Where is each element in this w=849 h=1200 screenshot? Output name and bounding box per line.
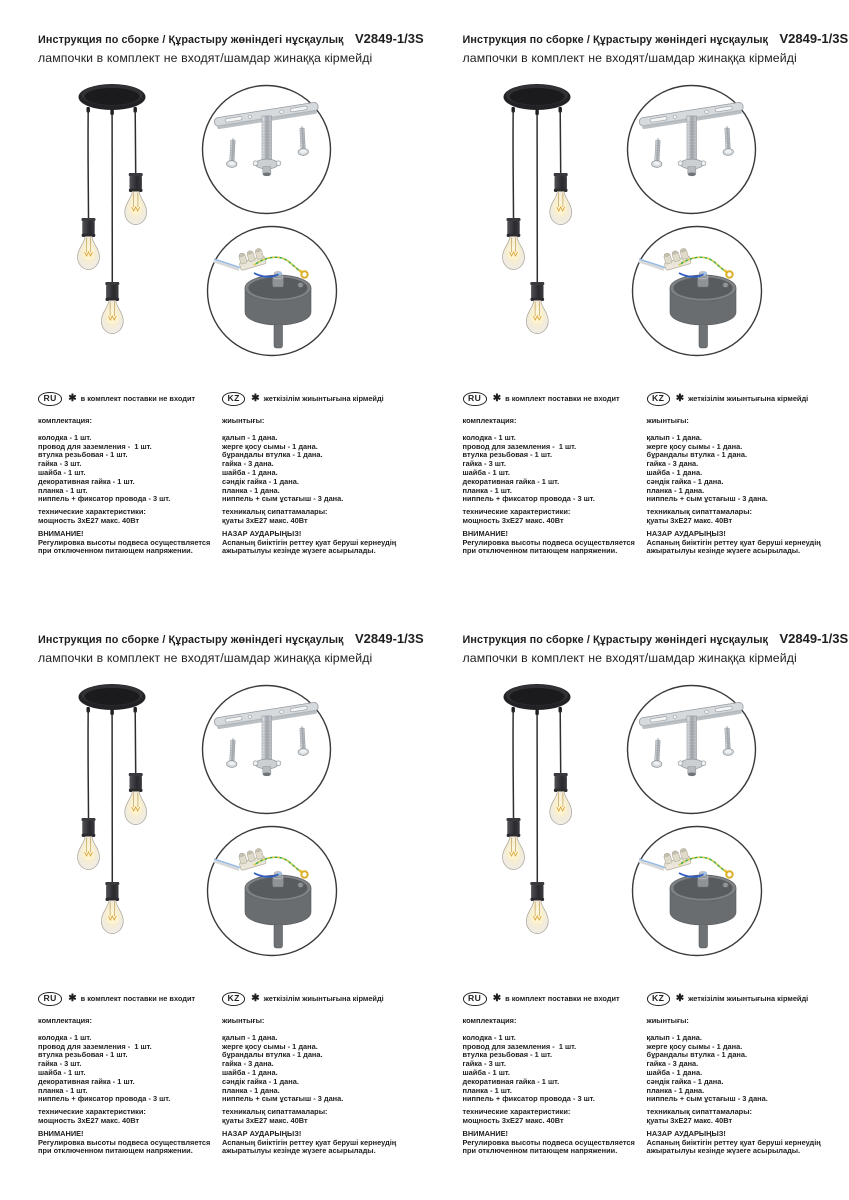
- cord-right: [135, 111, 136, 173]
- kz-tech-value: қуаты 3хЕ27 макс. 40Вт: [646, 1115, 733, 1125]
- kz-part-item: жерге қосу сымы - 1 дана.: [222, 1041, 318, 1051]
- ceiling-canopy: [503, 684, 570, 715]
- ru-footnote: в комплект поставки не входит: [505, 994, 620, 1004]
- kz-footnote: жеткізілім жиынтығына кірмейді: [263, 994, 384, 1004]
- kz-tech-value: қуаты 3хЕ27 макс. 40Вт: [646, 515, 733, 525]
- lamps-not-included-note: лампочки в комплект не входят/шамдар жинаққа кірмейді: [462, 51, 797, 65]
- ru-tech-specs: [38, 508, 220, 526]
- ru-part-item: колодка - 1 шт.: [38, 432, 92, 442]
- kz-warning: [647, 530, 847, 556]
- ru-parts-list: [38, 434, 220, 504]
- ru-badge-row: [38, 992, 220, 1006]
- ru-part-item: колодка - 1 шт.: [462, 432, 516, 442]
- cord-right: [560, 111, 561, 173]
- kz-part-item: шайба - 1 дана.: [646, 1067, 703, 1077]
- kz-tech-header: техникалық сипаттамалары:: [646, 1107, 752, 1117]
- ru-tech-value: мощность 3хЕ27 макс. 40Вт: [462, 515, 564, 525]
- ru-footnote: в комплект поставки не входит: [80, 994, 196, 1004]
- kz-warning: [647, 1130, 847, 1156]
- assembly-title: Инструкция по сборке / Құрастыру жөніндегі нұсқаулық: [38, 634, 344, 646]
- ru-lang-badge: RU: [463, 992, 487, 1006]
- ru-tech-specs: [38, 1108, 220, 1126]
- lamps-not-included-note: лампочки в комплект не входят/шамдар жинаққа кірмейді: [38, 651, 373, 665]
- ceiling-canopy: [503, 84, 570, 115]
- ru-part-item: колодка - 1 шт.: [38, 1032, 92, 1042]
- ru-part-item: втулка резьбовая - 1 шт.: [38, 450, 128, 460]
- kz-warning-title: НАЗАР АУДАРЫҢЫЗ!: [646, 1128, 726, 1138]
- kz-part-item: гайка - 3 дана.: [646, 459, 699, 469]
- wire-ferrule: [278, 272, 281, 275]
- kz-part-item: бұрандалы втулка - 1 дана.: [646, 1050, 748, 1060]
- ru-tech-value: мощность 3хЕ27 макс. 40Вт: [38, 515, 140, 525]
- socket-bulb-right: [125, 173, 147, 225]
- assembly-title: Инструкция по сборке / Құрастыру жөніндегі нұсқаулық: [462, 34, 769, 46]
- ru-tech-header: технические характеристики:: [38, 507, 146, 517]
- hanging-pipe: [274, 324, 283, 348]
- kz-part-item: планка - 1 дана.: [222, 485, 280, 495]
- hanging-pipe: [274, 924, 283, 948]
- kz-footnote: жеткізілім жиынтығына кірмейді: [688, 394, 809, 404]
- kz-tech-specs: [222, 508, 422, 526]
- socket-bulb-left: [502, 218, 524, 270]
- ru-warning-text: Регулировка высоты подвеса осуществляется при отключенном питающем напряжении.: [462, 537, 635, 556]
- instruction-sheet: [0, 600, 425, 1200]
- kz-parts-list: [647, 1034, 847, 1104]
- ru-lang-badge: RU: [38, 392, 62, 406]
- footnote-asterisk-icon: ✱: [68, 393, 77, 404]
- wire-ferrule: [703, 872, 706, 875]
- kz-part-item: қалып - 1 дана.: [646, 1032, 702, 1042]
- ru-tech-value: мощность 3хЕ27 макс. 40Вт: [462, 1115, 564, 1125]
- wire-ferrule: [703, 272, 706, 275]
- ru-warning: [463, 1130, 645, 1156]
- pendant-lamp-illustration: [491, 82, 583, 344]
- ru-tech-specs: [463, 1108, 645, 1126]
- kz-parts-list: [222, 434, 422, 504]
- ru-warning: [38, 530, 220, 556]
- lamps-not-included-note: лампочки в комплект не входят/шамдар жинаққа кірмейді: [38, 51, 373, 65]
- ru-part-item: планка - 1 шт.: [462, 1085, 512, 1095]
- kz-part-item: шайба - 1 дана.: [222, 467, 278, 477]
- kz-section: [222, 992, 422, 1156]
- ru-footnote: в комплект поставки не входит: [80, 394, 196, 404]
- title-line: [462, 30, 849, 48]
- ru-part-item: колодка - 1 шт.: [462, 1032, 516, 1042]
- socket-bulb-center: [101, 282, 123, 334]
- kz-lang-badge: KZ: [222, 392, 245, 406]
- ru-badge-row: [463, 392, 645, 406]
- ru-part-item: декоративная гайка - 1 шт.: [38, 476, 135, 486]
- kz-part-item: сәндік гайка - 1 дана.: [646, 1076, 724, 1086]
- socket-bulb-left: [78, 818, 100, 870]
- ru-part-item: декоративная гайка - 1 шт.: [462, 1076, 560, 1086]
- ru-section: [463, 392, 645, 556]
- ru-part-item: шайба - 1 шт.: [462, 467, 510, 477]
- footnote-asterisk-icon: ✱: [251, 993, 260, 1004]
- ru-warning: [463, 530, 645, 556]
- ru-warning-text: Регулировка высоты подвеса осуществляется при отключенном питающем напряжении.: [462, 1137, 635, 1156]
- kz-part-item: шайба - 1 дана.: [222, 1067, 278, 1077]
- kz-part-item: планка - 1 дана.: [646, 485, 705, 495]
- cord-right: [135, 711, 136, 773]
- ru-badge-row: [463, 992, 645, 1006]
- lamps-not-included-note: лампочки в комплект не входят/шамдар жинаққа кірмейді: [462, 651, 797, 665]
- ru-tech-value: мощность 3хЕ27 макс. 40Вт: [38, 1115, 140, 1125]
- kz-badge-row: [222, 992, 422, 1006]
- kz-part-item: сәндік гайка - 1 дана.: [222, 476, 299, 486]
- ru-part-item: планка - 1 шт.: [38, 1085, 88, 1095]
- instruction-sheet: [425, 600, 849, 1200]
- kz-part-item: жерге қосу сымы - 1 дана.: [646, 1041, 743, 1051]
- kz-badge-row: [222, 392, 422, 406]
- kz-part-item: жерге қосу сымы - 1 дана.: [222, 441, 318, 451]
- ru-tech-header: технические характеристики:: [38, 1107, 146, 1117]
- kz-parts-list-header: жиынтығы:: [646, 416, 689, 425]
- ru-part-item: ниппель + фиксатор провода - 3 шт.: [462, 494, 595, 504]
- kz-badge-row: [647, 992, 847, 1006]
- socket-bulb-center: [101, 882, 123, 934]
- kz-part-item: ниппель + сым ұстағыш - 3 дана.: [646, 1094, 768, 1104]
- kz-parts-list: [647, 434, 847, 504]
- pendant-lamp-illustration: [491, 682, 583, 944]
- sheet-header: [462, 30, 849, 65]
- ru-part-item: гайка - 3 шт.: [38, 459, 82, 469]
- ground-screw: [722, 883, 727, 888]
- ru-part-item: провод для заземления - 1 шт.: [462, 441, 577, 451]
- mounting-bracket-detail-icon: [201, 684, 332, 815]
- instruction-sheet: [0, 0, 425, 600]
- socket-bulb-center: [526, 282, 548, 334]
- kz-lang-badge: KZ: [647, 392, 670, 406]
- wire-ferrule: [278, 872, 281, 875]
- ru-part-item: втулка резьбовая - 1 шт.: [462, 1050, 553, 1060]
- ru-tech-header: технические характеристики:: [462, 1107, 571, 1117]
- kz-parts-list-header: жиынтығы:: [222, 416, 265, 425]
- kz-part-item: гайка - 3 дана.: [222, 1059, 274, 1069]
- sheet-header: [38, 30, 424, 65]
- ru-part-item: гайка - 3 шт.: [462, 459, 506, 469]
- assembly-title: Инструкция по сборке / Құрастыру жөніндегі нұсқаулық: [462, 634, 769, 646]
- title-line: [38, 630, 424, 648]
- ru-part-item: шайба - 1 шт.: [38, 1067, 86, 1077]
- kz-tech-specs: [647, 508, 847, 526]
- ru-tech-header: технические характеристики:: [462, 507, 571, 517]
- title-line: [462, 630, 849, 648]
- kz-part-item: қалып - 1 дана.: [646, 432, 702, 442]
- wiring-detail-icon: [206, 825, 338, 957]
- kz-warning-text: Аспаның биіктігін реттеу қуат беруші кернеудің ажыратылуы кезінде жүзеге асырылады.: [222, 1137, 397, 1156]
- ru-parts-list: [463, 1034, 645, 1104]
- kz-warning-text: Аспаның биіктігін реттеу қуат беруші кернеудің ажыратылуы кезінде жүзеге асырылады.: [222, 537, 397, 556]
- kz-footnote: жеткізілім жиынтығына кірмейді: [263, 394, 384, 404]
- sheet-header: [462, 630, 849, 665]
- ru-warning-title: ВНИМАНИЕ!: [38, 1128, 84, 1138]
- kz-part-item: гайка - 3 дана.: [646, 1059, 699, 1069]
- hanging-pipe: [699, 924, 708, 948]
- title-line: [38, 30, 424, 48]
- kz-tech-specs: [647, 1108, 847, 1126]
- kz-section: [647, 392, 847, 556]
- kz-warning-text: Аспаның биіктігін реттеу қуат беруші кернеудің ажыратылуы кезінде жүзеге асырылады.: [646, 1137, 821, 1156]
- ru-part-item: провод для заземления - 1 шт.: [38, 1041, 152, 1051]
- ru-parts-list-header: комплектация:: [462, 416, 517, 425]
- kz-part-item: бұрандалы втулка - 1 дана.: [222, 450, 323, 460]
- assembly-title: Инструкция по сборке / Құрастыру жөніндегі нұсқаулық: [38, 34, 344, 46]
- kz-footnote: жеткізілім жиынтығына кірмейді: [688, 994, 809, 1004]
- ru-part-item: провод для заземления - 1 шт.: [38, 441, 152, 451]
- ceiling-canopy: [79, 684, 146, 715]
- ru-part-item: декоративная гайка - 1 шт.: [462, 476, 560, 486]
- ceiling-canopy: [79, 84, 146, 115]
- kz-part-item: бұрандалы втулка - 1 дана.: [222, 1050, 323, 1060]
- footnote-asterisk-icon: ✱: [675, 993, 685, 1004]
- model-number: V2849-1/3S: [779, 31, 849, 46]
- mounting-bracket-detail-icon: [626, 684, 757, 815]
- model-number: V2849-1/3S: [355, 631, 424, 646]
- ground-screw: [722, 283, 727, 288]
- wiring-detail-icon: [631, 825, 763, 957]
- mounting-bracket-detail-icon: [201, 84, 332, 215]
- ru-part-item: гайка - 3 шт.: [38, 1059, 82, 1069]
- ru-part-item: втулка резьбовая - 1 шт.: [462, 450, 553, 460]
- kz-parts-list-header: жиынтығы:: [646, 1016, 689, 1025]
- ru-part-item: провод для заземления - 1 шт.: [462, 1041, 577, 1051]
- kz-part-item: ниппель + сым ұстағыш - 3 дана.: [222, 494, 344, 504]
- kz-part-item: бұрандалы втулка - 1 дана.: [646, 450, 748, 460]
- ru-footnote: в комплект поставки не входит: [505, 394, 620, 404]
- kz-tech-value: қуаты 3хЕ27 макс. 40Вт: [222, 1115, 308, 1125]
- socket-bulb-right: [125, 773, 147, 825]
- ru-badge-row: [38, 392, 220, 406]
- kz-part-item: қалып - 1 дана.: [222, 432, 278, 442]
- sheet-header: [38, 630, 424, 665]
- ru-part-item: ниппель + фиксатор провода - 3 шт.: [38, 1094, 171, 1104]
- ru-parts-list: [463, 434, 645, 504]
- kz-section: [647, 992, 847, 1156]
- ru-warning-title: ВНИМАНИЕ!: [462, 1128, 509, 1138]
- ground-screw: [298, 283, 303, 288]
- model-number: V2849-1/3S: [355, 31, 424, 46]
- kz-warning: [222, 1130, 422, 1156]
- kz-lang-badge: KZ: [647, 992, 670, 1006]
- pendant-lamp-illustration: [66, 682, 158, 944]
- footnote-asterisk-icon: ✱: [68, 993, 77, 1004]
- ru-part-item: планка - 1 шт.: [462, 485, 512, 495]
- ru-section: [463, 992, 645, 1156]
- kz-section: [222, 392, 422, 556]
- socket-bulb-right: [549, 173, 571, 225]
- socket-bulb-left: [502, 818, 524, 870]
- ru-lang-badge: RU: [38, 992, 62, 1006]
- ru-lang-badge: RU: [463, 392, 487, 406]
- kz-tech-header: техникалық сипаттамалары:: [646, 507, 752, 517]
- kz-warning-title: НАЗАР АУДАРЫҢЫЗ!: [222, 1128, 302, 1138]
- kz-parts-list-header: жиынтығы:: [222, 1016, 265, 1025]
- socket-bulb-center: [526, 882, 548, 934]
- ru-part-item: ниппель + фиксатор провода - 3 шт.: [462, 1094, 595, 1104]
- ru-warning-text: Регулировка высоты подвеса осуществляется при отключенном питающем напряжении.: [38, 1137, 211, 1156]
- kz-part-item: шайба - 1 дана.: [646, 467, 703, 477]
- kz-badge-row: [647, 392, 847, 406]
- kz-part-item: планка - 1 дана.: [646, 1085, 705, 1095]
- ru-section: [38, 992, 220, 1156]
- kz-warning-title: НАЗАР АУДАРЫҢЫЗ!: [222, 528, 302, 538]
- ru-part-item: шайба - 1 шт.: [38, 467, 86, 477]
- kz-tech-header: техникалық сипаттамалары:: [222, 507, 328, 517]
- socket-bulb-left: [78, 218, 100, 270]
- hanging-pipe: [699, 324, 708, 348]
- footnote-asterisk-icon: ✱: [675, 393, 685, 404]
- kz-tech-header: техникалық сипаттамалары:: [222, 1107, 328, 1117]
- ru-tech-specs: [463, 508, 645, 526]
- ru-warning: [38, 1130, 220, 1156]
- ru-parts-list-header: комплектация:: [38, 1016, 92, 1025]
- instruction-sheet: [425, 0, 849, 600]
- ru-parts-list: [38, 1034, 220, 1104]
- kz-part-item: қалып - 1 дана.: [222, 1032, 278, 1042]
- kz-warning-title: НАЗАР АУДАРЫҢЫЗ!: [646, 528, 726, 538]
- ru-parts-list-header: комплектация:: [462, 1016, 517, 1025]
- kz-part-item: жерге қосу сымы - 1 дана.: [646, 441, 743, 451]
- ru-part-item: декоративная гайка - 1 шт.: [38, 1076, 135, 1086]
- kz-part-item: ниппель + сым ұстағыш - 3 дана.: [646, 494, 768, 504]
- kz-tech-specs: [222, 1108, 422, 1126]
- ru-part-item: шайба - 1 шт.: [462, 1067, 510, 1077]
- kz-lang-badge: KZ: [222, 992, 245, 1006]
- ru-parts-list-header: комплектация:: [38, 416, 92, 425]
- cord-right: [560, 711, 561, 773]
- wiring-detail-icon: [631, 225, 763, 357]
- ru-part-item: планка - 1 шт.: [38, 485, 88, 495]
- ru-section: [38, 392, 220, 556]
- kz-part-item: сәндік гайка - 1 дана.: [646, 476, 724, 486]
- kz-warning-text: Аспаның биіктігін реттеу қуат беруші кернеудің ажыратылуы кезінде жүзеге асырылады.: [646, 537, 821, 556]
- ru-warning-title: ВНИМАНИЕ!: [38, 528, 84, 538]
- pendant-lamp-illustration: [66, 82, 158, 344]
- kz-tech-value: қуаты 3хЕ27 макс. 40Вт: [222, 515, 308, 525]
- kz-warning: [222, 530, 422, 556]
- footnote-asterisk-icon: ✱: [492, 993, 502, 1004]
- mounting-bracket-detail-icon: [626, 84, 757, 215]
- ru-part-item: ниппель + фиксатор провода - 3 шт.: [38, 494, 171, 504]
- footnote-asterisk-icon: ✱: [492, 393, 502, 404]
- ground-screw: [298, 883, 303, 888]
- footnote-asterisk-icon: ✱: [251, 393, 260, 404]
- wiring-detail-icon: [206, 225, 338, 357]
- kz-part-item: планка - 1 дана.: [222, 1085, 280, 1095]
- kz-part-item: сәндік гайка - 1 дана.: [222, 1076, 299, 1086]
- kz-part-item: гайка - 3 дана.: [222, 459, 274, 469]
- kz-parts-list: [222, 1034, 422, 1104]
- ru-warning-text: Регулировка высоты подвеса осуществляется при отключенном питающем напряжении.: [38, 537, 211, 556]
- socket-bulb-right: [549, 773, 571, 825]
- ru-part-item: гайка - 3 шт.: [462, 1059, 506, 1069]
- model-number: V2849-1/3S: [779, 631, 849, 646]
- ru-part-item: втулка резьбовая - 1 шт.: [38, 1050, 128, 1060]
- kz-part-item: ниппель + сым ұстағыш - 3 дана.: [222, 1094, 344, 1104]
- ru-warning-title: ВНИМАНИЕ!: [462, 528, 509, 538]
